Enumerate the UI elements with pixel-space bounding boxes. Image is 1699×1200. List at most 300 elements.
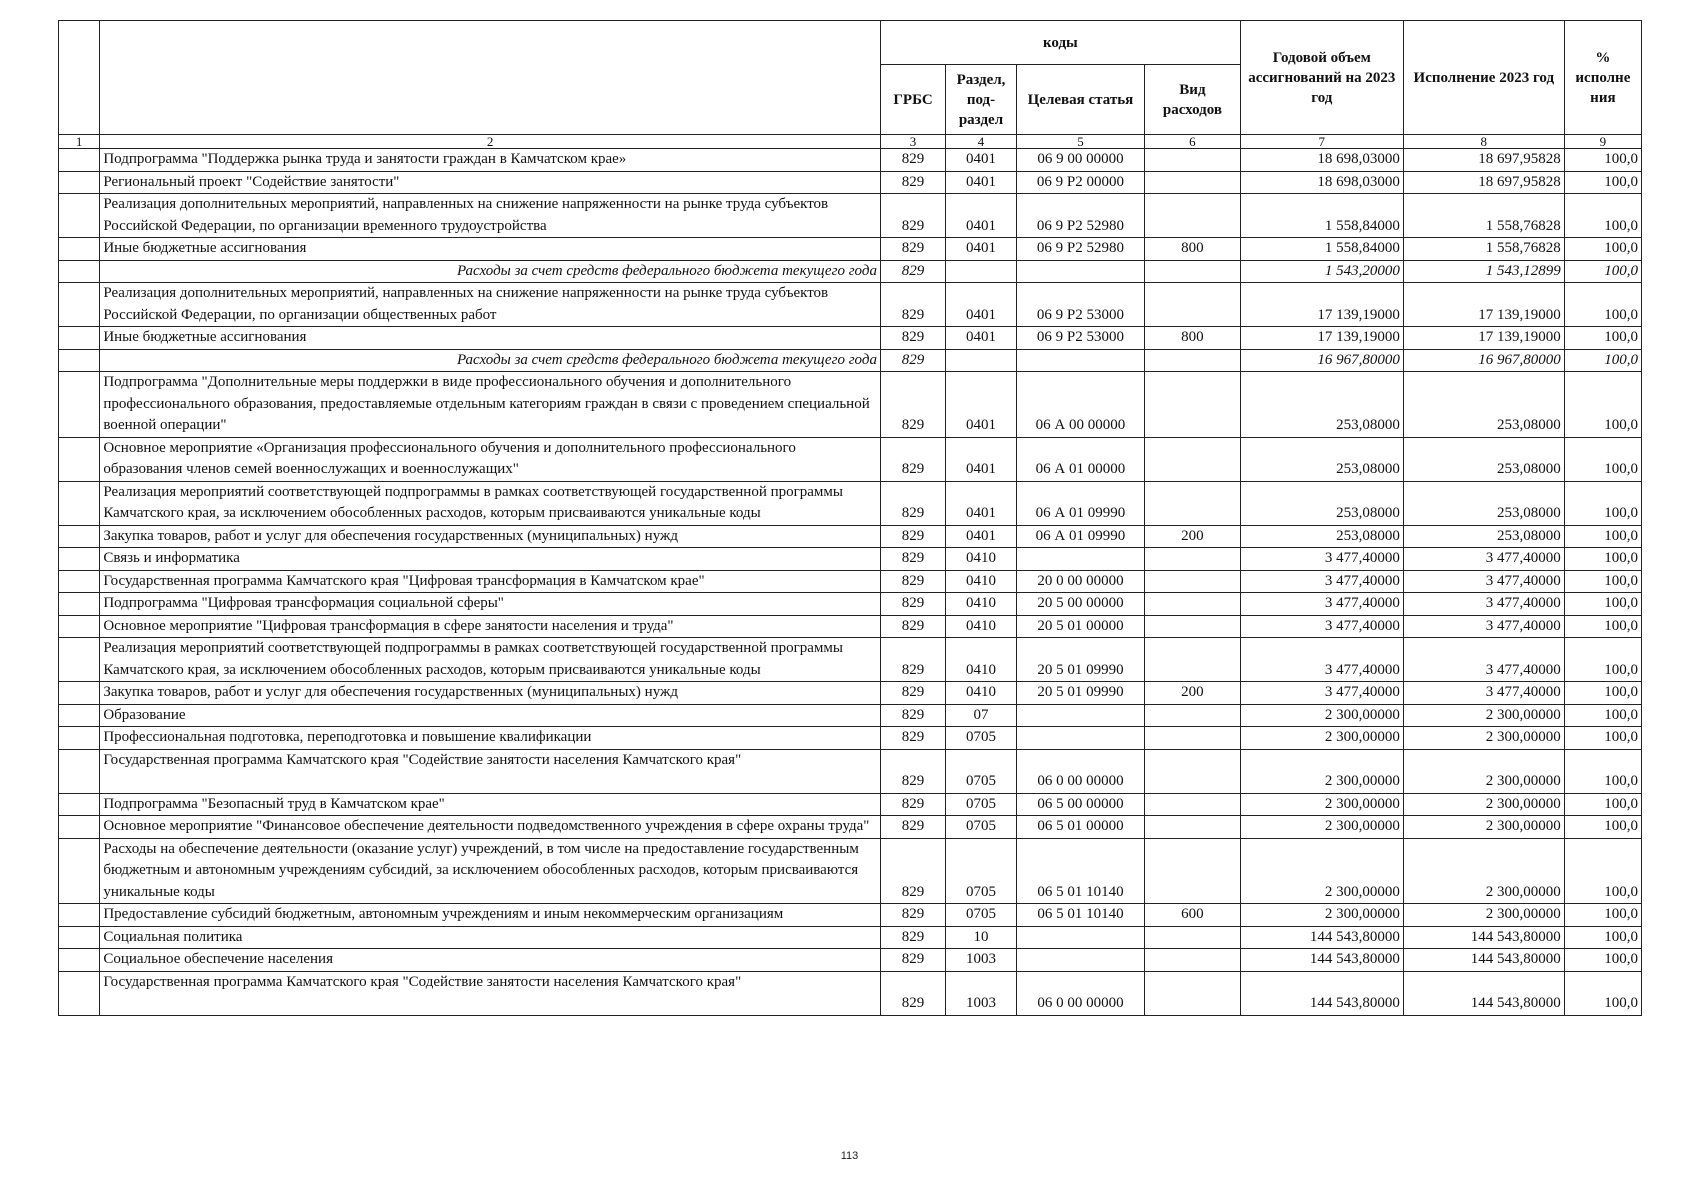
table-row: [59, 171, 1642, 194]
row-grbs: 829: [880, 238, 945, 261]
column-number: 7: [1240, 135, 1403, 149]
row-grbs: 829: [880, 816, 945, 839]
row-section: 0705: [946, 816, 1017, 839]
row-percent: 100,0: [1564, 926, 1641, 949]
row-expense-type: [1145, 194, 1241, 238]
row-grbs: 829: [880, 615, 945, 638]
row-section: 0410: [946, 570, 1017, 593]
table-row: [59, 749, 1642, 793]
row-section: 0410: [946, 615, 1017, 638]
header-annual: Годовой объем ассигнований на 2023 год: [1240, 21, 1403, 135]
row-plan: 2 300,00000: [1240, 793, 1403, 816]
row-expense-type: [1145, 437, 1241, 481]
row-name: Государственная программа Камчатского края "Содействие занятости населения Камчатского края": [100, 749, 881, 793]
row-grbs: 829: [880, 327, 945, 350]
row-index-cell: [59, 971, 100, 1015]
row-grbs: 829: [880, 481, 945, 525]
column-number: 9: [1564, 135, 1641, 149]
row-plan: 1 543,20000: [1240, 260, 1403, 283]
row-plan: 2 300,00000: [1240, 904, 1403, 927]
column-number: 2: [100, 135, 881, 149]
row-percent: 100,0: [1564, 704, 1641, 727]
row-fact: 3 477,40000: [1403, 548, 1564, 571]
row-index-cell: [59, 349, 100, 372]
row-index-cell: [59, 704, 100, 727]
header-blank-2: [100, 21, 881, 135]
row-grbs: 829: [880, 727, 945, 750]
row-expense-type: [1145, 704, 1241, 727]
row-expense-type: [1145, 816, 1241, 839]
row-plan: 17 139,19000: [1240, 327, 1403, 350]
row-section: 0410: [946, 593, 1017, 616]
row-section: 0401: [946, 372, 1017, 438]
row-fact: 253,08000: [1403, 372, 1564, 438]
row-expense-type: [1145, 949, 1241, 972]
row-target: 06 5 01 00000: [1016, 816, 1144, 839]
row-name: Социальное обеспечение населения: [100, 949, 881, 972]
row-fact: 1 543,12899: [1403, 260, 1564, 283]
row-name: Профессиональная подготовка, переподготовка и повышение квалификации: [100, 727, 881, 750]
row-grbs: 829: [880, 949, 945, 972]
row-percent: 100,0: [1564, 372, 1641, 438]
row-grbs: 829: [880, 593, 945, 616]
row-plan: 3 477,40000: [1240, 615, 1403, 638]
row-plan: 3 477,40000: [1240, 570, 1403, 593]
row-section: 10: [946, 926, 1017, 949]
table-row: [59, 971, 1642, 1015]
row-fact: 3 477,40000: [1403, 682, 1564, 705]
row-plan: 16 967,80000: [1240, 349, 1403, 372]
row-name: Основное мероприятие "Финансовое обеспечение деятельности подведомственного учреждения в сфере охраны труда": [100, 816, 881, 839]
row-percent: 100,0: [1564, 904, 1641, 927]
row-index-cell: [59, 260, 100, 283]
row-section: 0401: [946, 327, 1017, 350]
row-section: 0705: [946, 727, 1017, 750]
row-plan: 144 543,80000: [1240, 926, 1403, 949]
table-row: [59, 727, 1642, 750]
row-grbs: 829: [880, 260, 945, 283]
row-expense-type: [1145, 638, 1241, 682]
row-fact: 144 543,80000: [1403, 949, 1564, 972]
row-section: 0401: [946, 437, 1017, 481]
row-index-cell: [59, 926, 100, 949]
row-section: 0401: [946, 283, 1017, 327]
row-plan: 253,08000: [1240, 525, 1403, 548]
row-percent: 100,0: [1564, 749, 1641, 793]
page-number: 113: [840, 1150, 859, 1162]
row-target: 06 9 Р2 00000: [1016, 171, 1144, 194]
table-row: [59, 260, 1642, 283]
row-percent: 100,0: [1564, 949, 1641, 972]
table-row: [59, 437, 1642, 481]
row-expense-type: [1145, 283, 1241, 327]
table-row: [59, 816, 1642, 839]
row-percent: 100,0: [1564, 194, 1641, 238]
row-name: Государственная программа Камчатского края "Цифровая трансформация в Камчатском крае": [100, 570, 881, 593]
row-target: 06 9 Р2 53000: [1016, 283, 1144, 327]
row-target: [1016, 548, 1144, 571]
row-plan: 2 300,00000: [1240, 749, 1403, 793]
row-section: 0401: [946, 171, 1017, 194]
row-target: 06 А 01 09990: [1016, 481, 1144, 525]
row-section: 0401: [946, 481, 1017, 525]
row-fact: 17 139,19000: [1403, 283, 1564, 327]
row-expense-type: [1145, 570, 1241, 593]
row-expense-type: [1145, 727, 1241, 750]
row-target: 06 9 Р2 53000: [1016, 327, 1144, 350]
header-section: Раздел, под-раздел: [946, 65, 1017, 135]
row-name: Основное мероприятие "Цифровая трансформация в сфере занятости населения и труда": [100, 615, 881, 638]
header-grbs: ГРБС: [880, 65, 945, 135]
row-fact: 18 697,95828: [1403, 149, 1564, 172]
row-grbs: 829: [880, 749, 945, 793]
row-index-cell: [59, 194, 100, 238]
row-section: 0401: [946, 238, 1017, 261]
row-plan: 3 477,40000: [1240, 638, 1403, 682]
row-grbs: 829: [880, 171, 945, 194]
row-expense-type: [1145, 593, 1241, 616]
table-row: [59, 926, 1642, 949]
row-name: Реализация мероприятий соответствующей подпрограммы в рамках соответствующей государственной программы Камчатского края, за исключением обособленных расходов, которым присваиваются уникальные коды: [100, 481, 881, 525]
header-blank-1: [59, 21, 100, 135]
row-target: 06 А 01 09990: [1016, 525, 1144, 548]
row-index-cell: [59, 638, 100, 682]
row-fact: 2 300,00000: [1403, 816, 1564, 839]
row-index-cell: [59, 793, 100, 816]
row-index-cell: [59, 570, 100, 593]
row-fact: 18 697,95828: [1403, 171, 1564, 194]
row-expense-type: [1145, 548, 1241, 571]
row-percent: 100,0: [1564, 971, 1641, 1015]
row-fact: 2 300,00000: [1403, 793, 1564, 816]
row-fact: 2 300,00000: [1403, 904, 1564, 927]
row-index-cell: [59, 525, 100, 548]
row-name: Подпрограмма "Безопасный труд в Камчатском крае": [100, 793, 881, 816]
row-name: Региональный проект "Содействие занятости": [100, 171, 881, 194]
row-name: Подпрограмма "Цифровая трансформация социальной сферы": [100, 593, 881, 616]
table-row: [59, 149, 1642, 172]
row-target: [1016, 727, 1144, 750]
row-plan: 3 477,40000: [1240, 593, 1403, 616]
row-plan: 2 300,00000: [1240, 704, 1403, 727]
row-section: 0401: [946, 194, 1017, 238]
row-name: Подпрограмма "Поддержка рынка труда и занятости граждан в Камчатском крае»: [100, 149, 881, 172]
row-plan: 17 139,19000: [1240, 283, 1403, 327]
row-grbs: 829: [880, 793, 945, 816]
row-fact: 2 300,00000: [1403, 749, 1564, 793]
table-row: [59, 481, 1642, 525]
row-name: Иные бюджетные ассигнования: [100, 327, 881, 350]
row-name: Реализация мероприятий соответствующей подпрограммы в рамках соответствующей государственной программы Камчатского края, за исключением обособленных расходов, которым присваиваются уникальные коды: [100, 638, 881, 682]
row-grbs: 829: [880, 682, 945, 705]
row-expense-type: [1145, 971, 1241, 1015]
row-percent: 100,0: [1564, 548, 1641, 571]
row-name: Закупка товаров, работ и услуг для обеспечения государственных (муниципальных) нужд: [100, 525, 881, 548]
row-name: Основное мероприятие «Организация профессионального обучения и дополнительного профессионального образования членов семей военнослужащих и военнослужащих": [100, 437, 881, 481]
row-target: [1016, 926, 1144, 949]
row-plan: 1 558,84000: [1240, 194, 1403, 238]
row-percent: 100,0: [1564, 570, 1641, 593]
row-fact: 2 300,00000: [1403, 727, 1564, 750]
header-codes: коды: [880, 21, 1240, 65]
row-target: 20 5 00 00000: [1016, 593, 1144, 616]
row-percent: 100,0: [1564, 349, 1641, 372]
table-row: [59, 194, 1642, 238]
row-index-cell: [59, 727, 100, 750]
row-fact: 253,08000: [1403, 525, 1564, 548]
column-number: 3: [880, 135, 945, 149]
row-plan: 3 477,40000: [1240, 682, 1403, 705]
row-grbs: 829: [880, 971, 945, 1015]
row-fact: 2 300,00000: [1403, 704, 1564, 727]
table-row: [59, 548, 1642, 571]
row-grbs: 829: [880, 349, 945, 372]
row-plan: 2 300,00000: [1240, 816, 1403, 839]
row-index-cell: [59, 171, 100, 194]
row-grbs: 829: [880, 904, 945, 927]
column-number: 6: [1145, 135, 1241, 149]
row-plan: 253,08000: [1240, 437, 1403, 481]
row-target: [1016, 349, 1144, 372]
header-percent: % исполне ния: [1564, 21, 1641, 135]
row-target: 06 А 00 00000: [1016, 372, 1144, 438]
row-index-cell: [59, 548, 100, 571]
row-fact: 3 477,40000: [1403, 593, 1564, 616]
row-fact: 1 558,76828: [1403, 194, 1564, 238]
table-row: [59, 283, 1642, 327]
row-target: 06 0 00 00000: [1016, 749, 1144, 793]
column-number: 4: [946, 135, 1017, 149]
row-target: [1016, 704, 1144, 727]
row-section: 0705: [946, 838, 1017, 904]
row-index-cell: [59, 149, 100, 172]
row-index-cell: [59, 283, 100, 327]
table-row: [59, 615, 1642, 638]
row-percent: 100,0: [1564, 793, 1641, 816]
row-index-cell: [59, 949, 100, 972]
row-index-cell: [59, 682, 100, 705]
row-section: 0401: [946, 149, 1017, 172]
row-section: 0410: [946, 548, 1017, 571]
column-number-row: [59, 135, 1642, 149]
row-percent: 100,0: [1564, 593, 1641, 616]
row-fact: 16 967,80000: [1403, 349, 1564, 372]
row-target: 06 5 01 10140: [1016, 838, 1144, 904]
table-row: [59, 638, 1642, 682]
row-grbs: 829: [880, 525, 945, 548]
budget-execution-table: [58, 20, 1642, 1016]
row-fact: 3 477,40000: [1403, 570, 1564, 593]
row-target: [1016, 949, 1144, 972]
row-fact: 253,08000: [1403, 437, 1564, 481]
row-section: [946, 260, 1017, 283]
row-expense-type: 200: [1145, 525, 1241, 548]
table-row: [59, 949, 1642, 972]
row-target: 06 9 Р2 52980: [1016, 194, 1144, 238]
column-number: 5: [1016, 135, 1144, 149]
row-plan: 2 300,00000: [1240, 727, 1403, 750]
header-target: Целевая статья: [1016, 65, 1144, 135]
row-grbs: 829: [880, 926, 945, 949]
row-name: Связь и информатика: [100, 548, 881, 571]
row-plan: 253,08000: [1240, 372, 1403, 438]
row-expense-type: 600: [1145, 904, 1241, 927]
row-index-cell: [59, 327, 100, 350]
table-row: [59, 838, 1642, 904]
row-percent: 100,0: [1564, 149, 1641, 172]
row-expense-type: 200: [1145, 682, 1241, 705]
row-percent: 100,0: [1564, 260, 1641, 283]
row-percent: 100,0: [1564, 816, 1641, 839]
row-target: 20 0 00 00000: [1016, 570, 1144, 593]
row-percent: 100,0: [1564, 238, 1641, 261]
row-plan: 2 300,00000: [1240, 838, 1403, 904]
row-percent: 100,0: [1564, 638, 1641, 682]
table-row: [59, 238, 1642, 261]
row-grbs: 829: [880, 570, 945, 593]
row-grbs: 829: [880, 704, 945, 727]
row-plan: 253,08000: [1240, 481, 1403, 525]
row-plan: 18 698,03000: [1240, 171, 1403, 194]
row-target: 06 5 01 10140: [1016, 904, 1144, 927]
row-plan: 18 698,03000: [1240, 149, 1403, 172]
row-index-cell: [59, 749, 100, 793]
row-expense-type: [1145, 372, 1241, 438]
table-body: [59, 149, 1642, 1016]
row-expense-type: [1145, 926, 1241, 949]
row-name: Реализация дополнительных мероприятий, направленных на снижение напряженности на рынке труда субъектов Российской Федерации, по организации общественных работ: [100, 283, 881, 327]
row-fact: 3 477,40000: [1403, 638, 1564, 682]
row-name: Расходы на обеспечение деятельности (оказание услуг) учреждений, в том числе на предоставление государственным бюджетным и автономным учреждениям субсидий, за исключением обособленных расходов, которым присваиваются уникальные коды: [100, 838, 881, 904]
row-index-cell: [59, 615, 100, 638]
row-grbs: 829: [880, 548, 945, 571]
table-row: [59, 372, 1642, 438]
row-section: 0705: [946, 749, 1017, 793]
row-expense-type: [1145, 171, 1241, 194]
row-fact: 1 558,76828: [1403, 238, 1564, 261]
row-expense-type: 800: [1145, 238, 1241, 261]
table-row: [59, 682, 1642, 705]
row-plan: 3 477,40000: [1240, 548, 1403, 571]
row-percent: 100,0: [1564, 437, 1641, 481]
row-grbs: 829: [880, 149, 945, 172]
row-expense-type: [1145, 349, 1241, 372]
row-fact: 17 139,19000: [1403, 327, 1564, 350]
row-percent: 100,0: [1564, 283, 1641, 327]
row-fact: 3 477,40000: [1403, 615, 1564, 638]
row-percent: 100,0: [1564, 615, 1641, 638]
row-index-cell: [59, 904, 100, 927]
table-row: [59, 570, 1642, 593]
row-name: Иные бюджетные ассигнования: [100, 238, 881, 261]
row-name: Закупка товаров, работ и услуг для обеспечения государственных (муниципальных) нужд: [100, 682, 881, 705]
row-plan: 1 558,84000: [1240, 238, 1403, 261]
row-percent: 100,0: [1564, 727, 1641, 750]
row-index-cell: [59, 838, 100, 904]
row-fact: 2 300,00000: [1403, 838, 1564, 904]
row-grbs: 829: [880, 638, 945, 682]
row-expense-type: 800: [1145, 327, 1241, 350]
table-row: [59, 327, 1642, 350]
row-expense-type: [1145, 149, 1241, 172]
table-row: [59, 793, 1642, 816]
row-target: 06 5 00 00000: [1016, 793, 1144, 816]
row-index-cell: [59, 437, 100, 481]
row-expense-type: [1145, 793, 1241, 816]
row-index-cell: [59, 372, 100, 438]
row-target: 20 5 01 09990: [1016, 682, 1144, 705]
row-percent: 100,0: [1564, 525, 1641, 548]
row-target: 20 5 01 00000: [1016, 615, 1144, 638]
row-fact: 253,08000: [1403, 481, 1564, 525]
row-name: Государственная программа Камчатского края "Содействие занятости населения Камчатского края": [100, 971, 881, 1015]
header-execution: Исполнение 2023 год: [1403, 21, 1564, 135]
table-row: [59, 904, 1642, 927]
row-target: 06 9 Р2 52980: [1016, 238, 1144, 261]
table-row: [59, 593, 1642, 616]
row-index-cell: [59, 481, 100, 525]
row-index-cell: [59, 593, 100, 616]
row-section: 07: [946, 704, 1017, 727]
row-percent: 100,0: [1564, 171, 1641, 194]
table-row: [59, 704, 1642, 727]
table-row: [59, 525, 1642, 548]
row-grbs: 829: [880, 838, 945, 904]
row-grbs: 829: [880, 194, 945, 238]
row-name: Образование: [100, 704, 881, 727]
row-grbs: 829: [880, 372, 945, 438]
row-name: Реализация дополнительных мероприятий, направленных на снижение напряженности на рынке труда субъектов Российской Федерации, по организации временного трудоустройства: [100, 194, 881, 238]
table-header: [59, 21, 1642, 149]
row-section: 1003: [946, 971, 1017, 1015]
row-name: Подпрограмма "Дополнительные меры поддержки в виде профессионального обучения и дополнительного профессионального образования, предоставляемые отдельным категориям граждан в связи с проведением специальной военной операции": [100, 372, 881, 438]
row-index-cell: [59, 816, 100, 839]
row-section: [946, 349, 1017, 372]
row-section: 0410: [946, 638, 1017, 682]
row-section: 0401: [946, 525, 1017, 548]
row-expense-type: [1145, 260, 1241, 283]
row-name: Предоставление субсидий бюджетным, автономным учреждениям и иным некоммерческим организациям: [100, 904, 881, 927]
row-expense-type: [1145, 481, 1241, 525]
column-number: 1: [59, 135, 100, 149]
row-name: Расходы за счет средств федерального бюджета текущего года: [100, 260, 881, 283]
row-name: Социальная политика: [100, 926, 881, 949]
row-target: 06 9 00 00000: [1016, 149, 1144, 172]
row-section: 0705: [946, 904, 1017, 927]
row-index-cell: [59, 238, 100, 261]
row-target: 20 5 01 09990: [1016, 638, 1144, 682]
row-expense-type: [1145, 615, 1241, 638]
row-target: 06 А 01 00000: [1016, 437, 1144, 481]
row-target: [1016, 260, 1144, 283]
row-expense-type: [1145, 749, 1241, 793]
row-target: 06 0 00 00000: [1016, 971, 1144, 1015]
row-section: 0410: [946, 682, 1017, 705]
row-plan: 144 543,80000: [1240, 971, 1403, 1015]
row-percent: 100,0: [1564, 838, 1641, 904]
row-percent: 100,0: [1564, 327, 1641, 350]
row-plan: 144 543,80000: [1240, 949, 1403, 972]
row-fact: 144 543,80000: [1403, 971, 1564, 1015]
column-number: 8: [1403, 135, 1564, 149]
row-expense-type: [1145, 838, 1241, 904]
row-section: 1003: [946, 949, 1017, 972]
row-grbs: 829: [880, 283, 945, 327]
table-row: [59, 349, 1642, 372]
row-percent: 100,0: [1564, 682, 1641, 705]
header-expense-type: Вид расходов: [1145, 65, 1241, 135]
row-section: 0705: [946, 793, 1017, 816]
